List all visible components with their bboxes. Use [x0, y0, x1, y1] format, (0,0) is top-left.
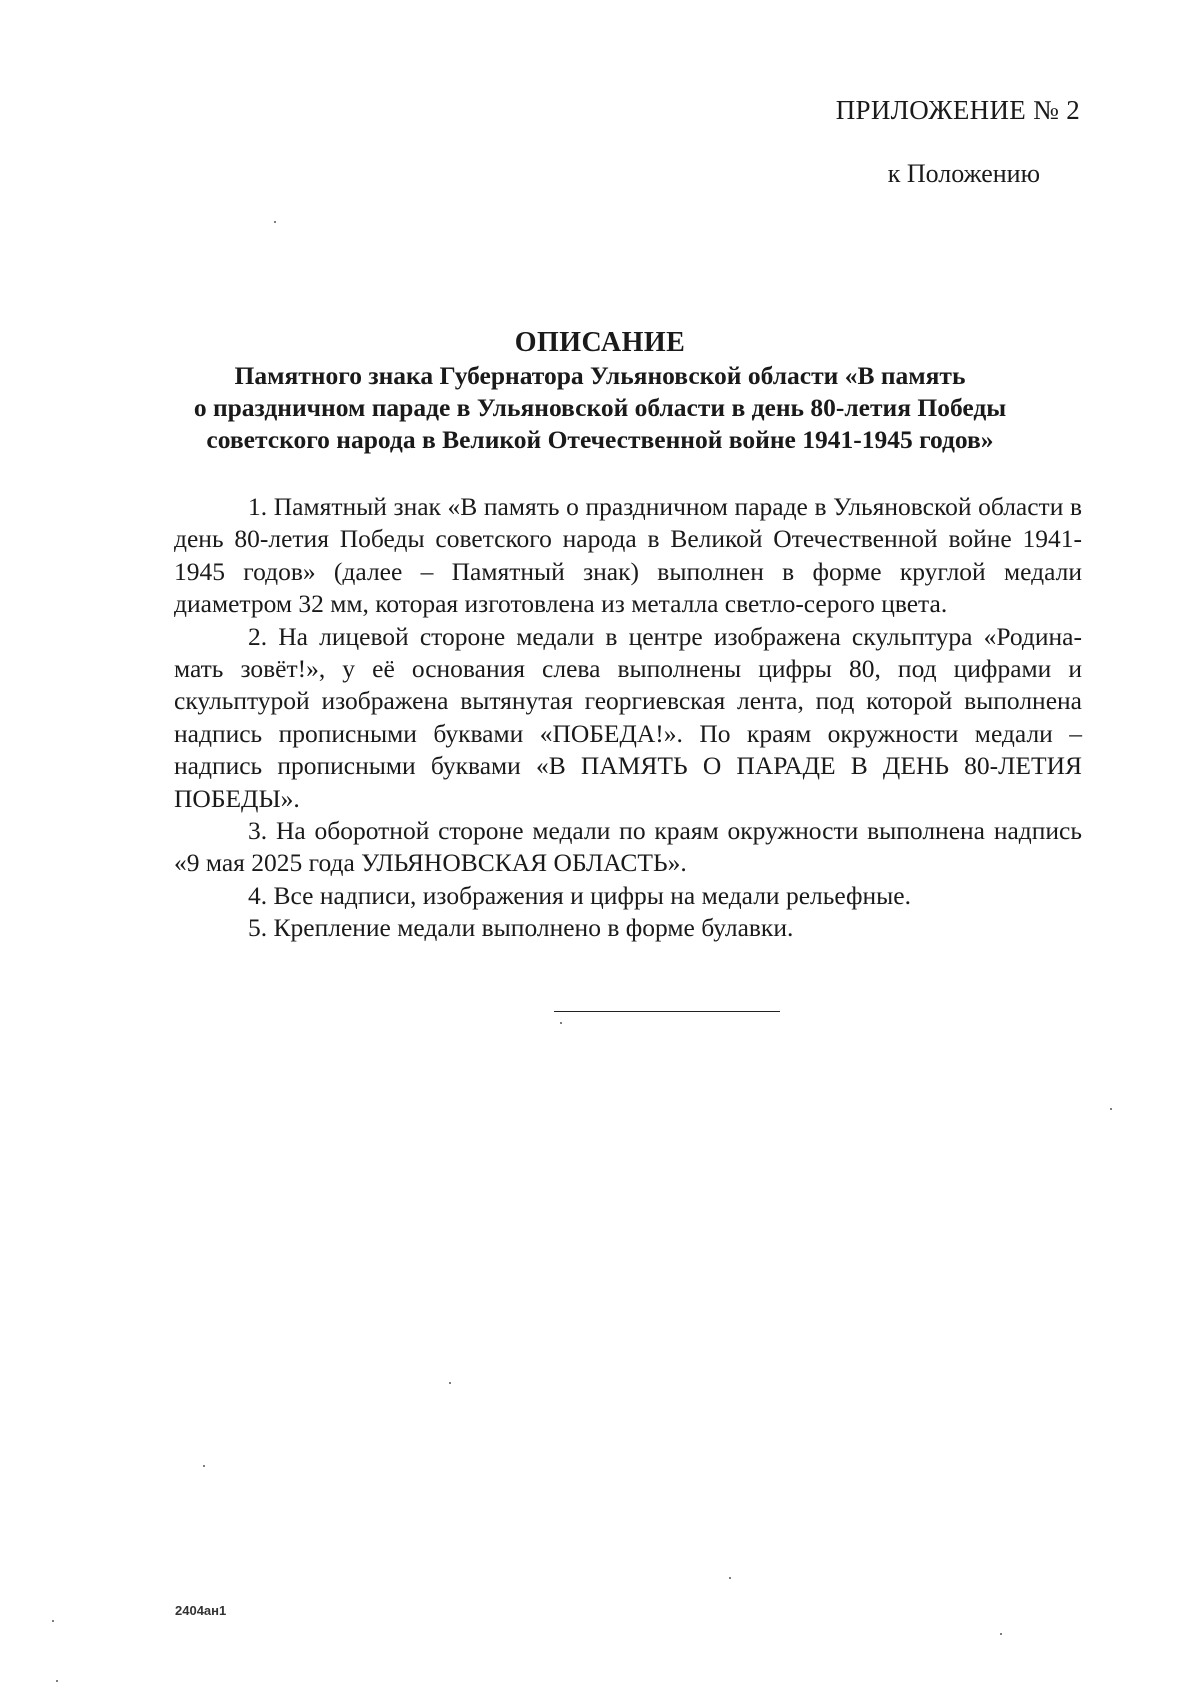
appendix-header: [836, 94, 1080, 190]
document-subtitle-line-2: о праздничном параде в Ульяновской области в день 80-летия Победы: [193, 393, 1007, 422]
paragraph-2: 2. На лицевой стороне медали в центре изображена скульптура «Родина-мать зовёт!», у её основания слева выполнены цифры 80, под цифрами и скульптурой изображена вытянутая георгиевская лента, под которой выполнена надпись прописными буквами «ПОБЕДА!». По краям окружности медали – надпись прописными буквами «В ПАМЯТЬ О ПАРАДЕ В ДЕНЬ 80-ЛЕТИЯ ПОБЕДЫ».: [174, 621, 1082, 813]
scan-speck: [274, 221, 276, 223]
document-heading: [140, 326, 1060, 456]
paragraph-1: 1. Памятный знак «В память о праздничном параде в Ульяновской области в день 80-летия Победы советского народа в Великой Отечественной войне 1941-1945 годов» (далее – Памятный знак) выполнен в форме круглой медали диаметром 32 мм, которая изготовлена из металла светло-серого цвета.: [174, 492, 1082, 619]
scan-speck: [449, 1382, 451, 1384]
scan-speck: [52, 1620, 54, 1622]
scan-speck: [560, 1022, 562, 1024]
scan-speck: [1000, 1633, 1002, 1635]
document-subtitle-line-1: Памятного знака Губернатора Ульяновской области «В память: [234, 361, 966, 390]
document-title: ОПИСАНИЕ: [514, 327, 686, 358]
end-separator-line: [554, 1011, 780, 1012]
document-code: 2404ан1: [175, 1603, 227, 1618]
scan-speck: [729, 1577, 731, 1579]
document-subtitle-line-3: советского народа в Великой Отечественной войне 1941-1945 годов»: [206, 425, 994, 454]
paragraph-3: 3. На оборотной стороне медали по краям окружности выполнена надпись «9 мая 2025 года УЛЬЯНОВСКАЯ ОБЛАСТЬ».: [174, 816, 1082, 878]
scan-speck: [1110, 1108, 1112, 1110]
paragraph-5: 5. Крепление медали выполнено в форме булавки.: [248, 913, 794, 943]
scan-speck: [203, 1465, 205, 1467]
paragraph-4: 4. Все надписи, изображения и цифры на медали рельефные.: [248, 880, 911, 910]
appendix-title: ПРИЛОЖЕНИЕ № 2: [835, 95, 1080, 125]
appendix-subtitle: к Положению: [887, 159, 1040, 188]
scan-speck: [56, 1680, 58, 1682]
document-body: [174, 491, 1082, 945]
